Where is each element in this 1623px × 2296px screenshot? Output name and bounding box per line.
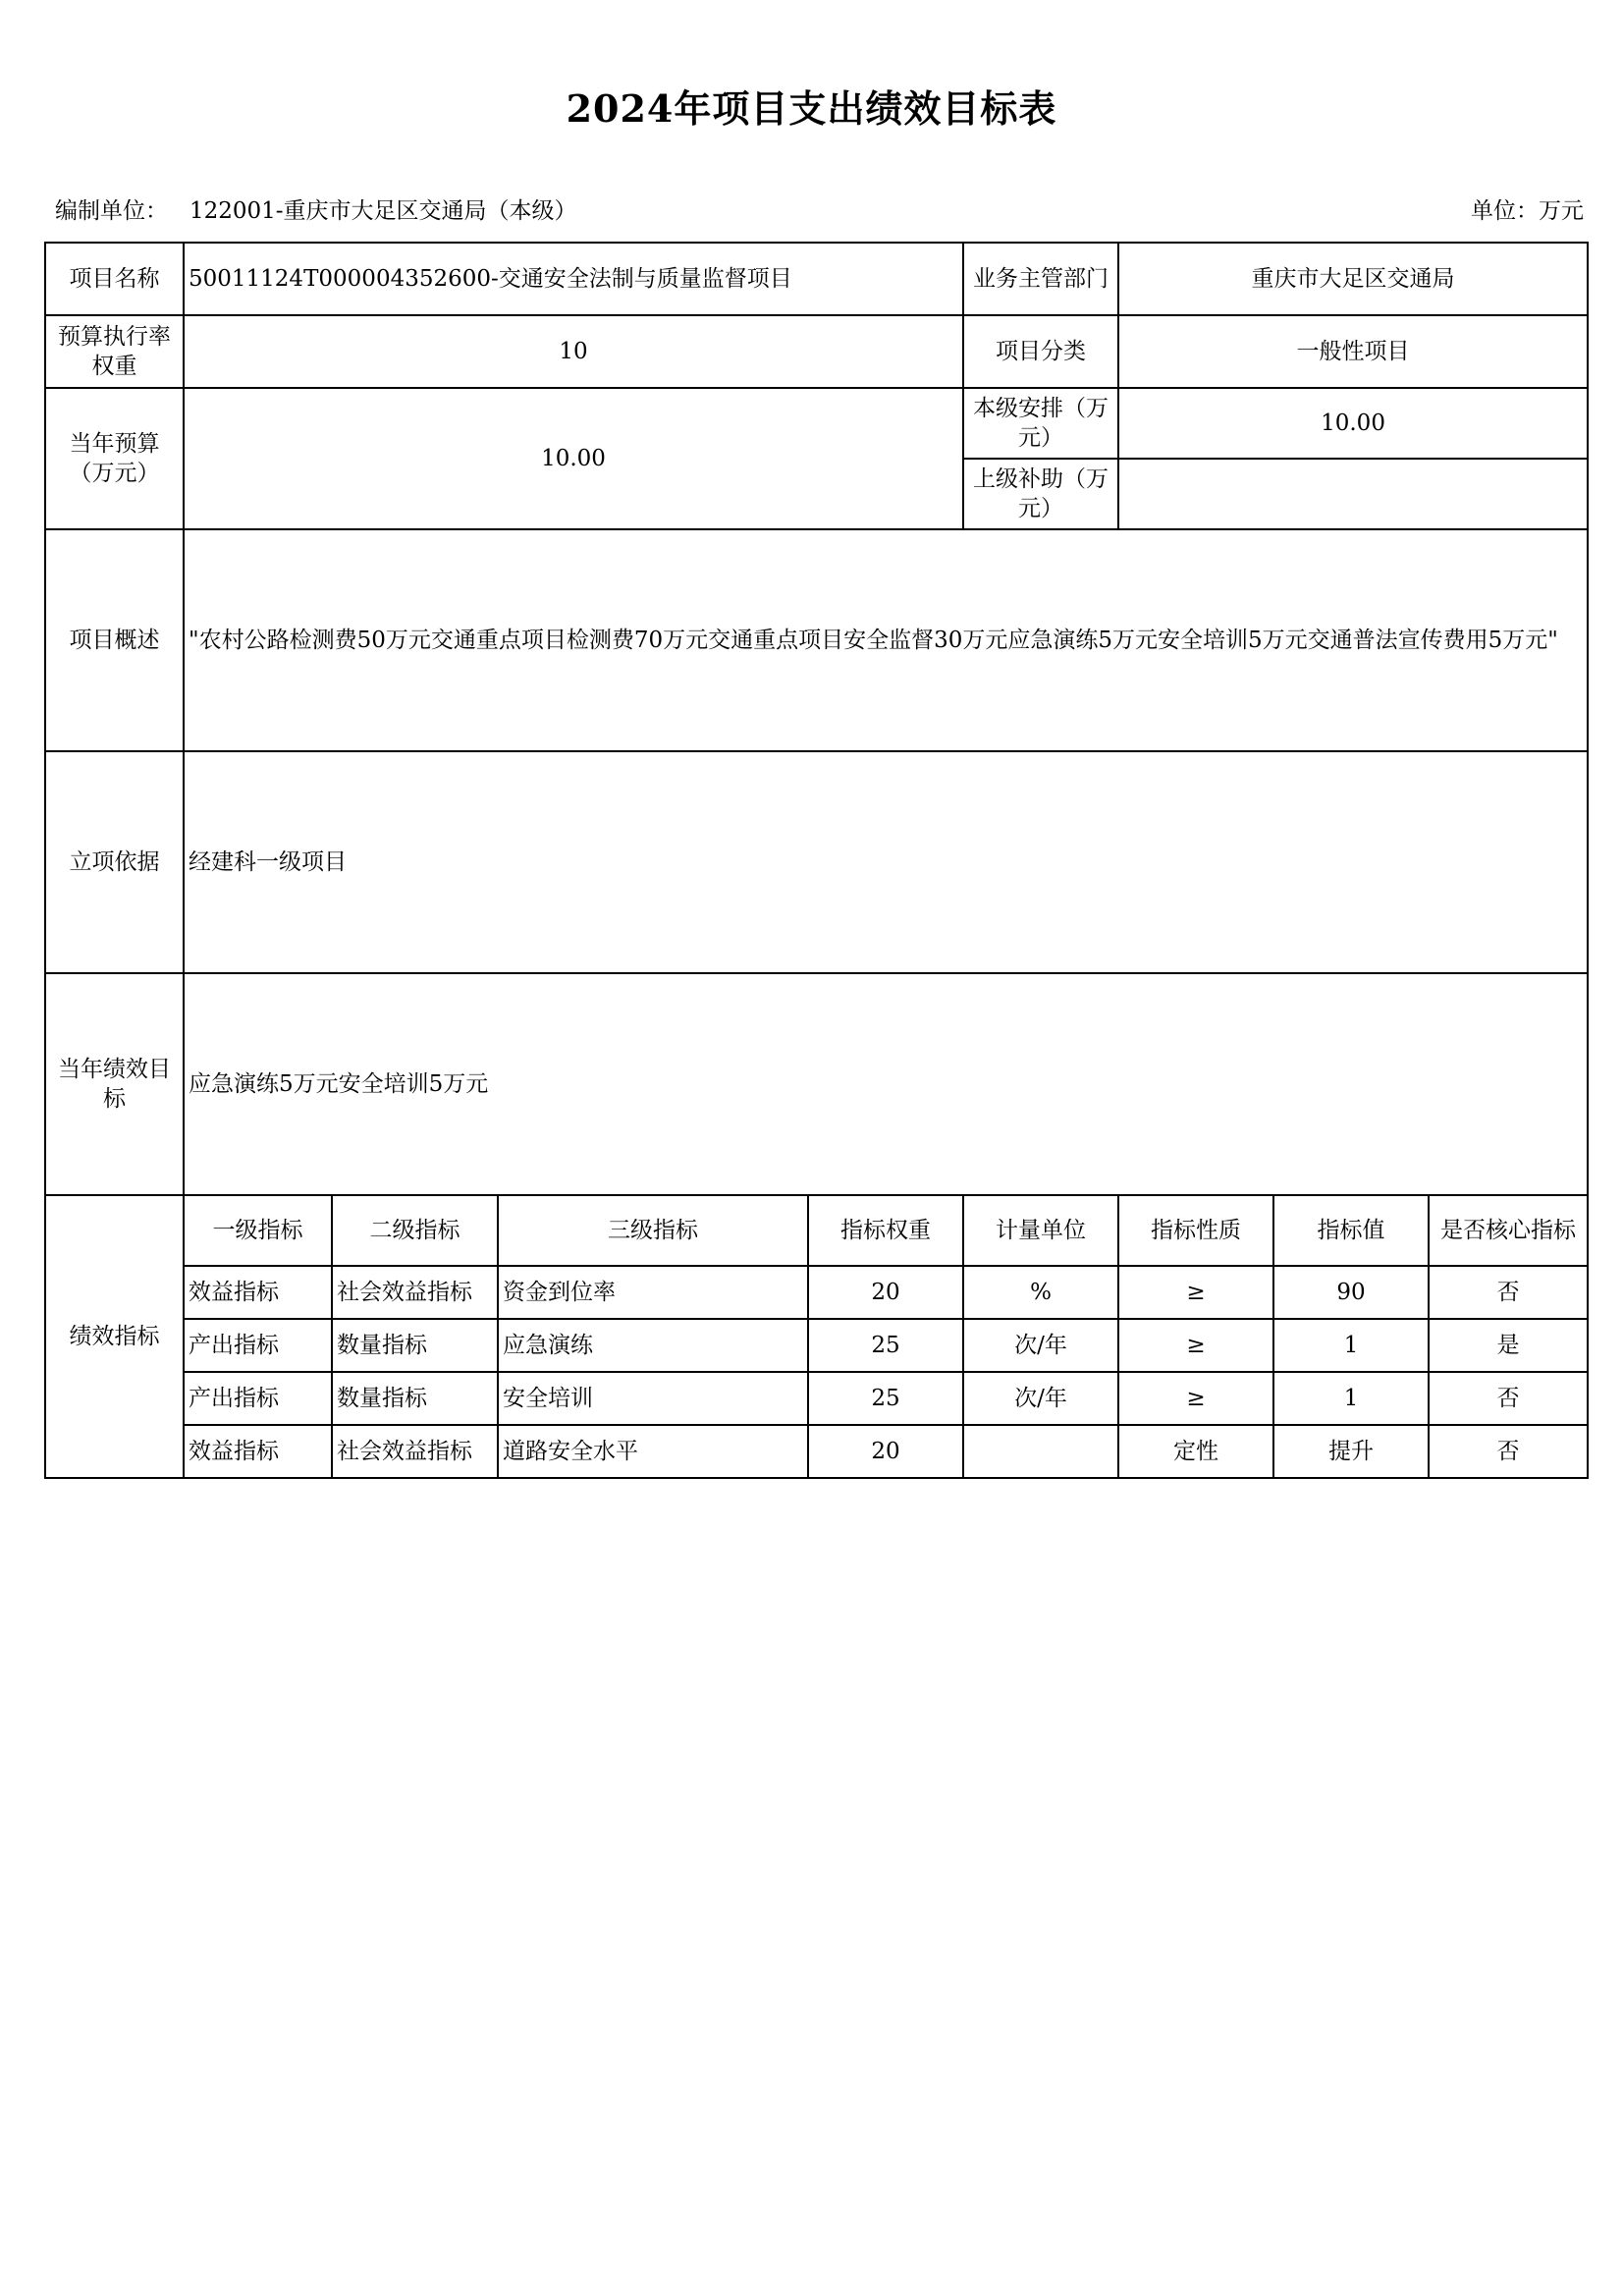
local-funds-label: 本级安排（万元） xyxy=(963,388,1118,459)
indicator-header: 指标值 xyxy=(1273,1195,1429,1266)
indicator-cell: 1 xyxy=(1273,1372,1429,1425)
indicator-header: 指标性质 xyxy=(1118,1195,1273,1266)
indicator-cell: 次/年 xyxy=(963,1319,1118,1372)
project-name-label: 项目名称 xyxy=(45,243,184,315)
project-name-value: 50011124T000004352600-交通安全法制与质量监督项目 xyxy=(184,243,963,315)
basis-label: 立项依据 xyxy=(45,751,184,973)
indicator-cell: 是 xyxy=(1429,1319,1588,1372)
exec-rate-value: 10 xyxy=(184,315,963,388)
indicator-cell: 数量指标 xyxy=(332,1319,498,1372)
indicator-cell: ≥ xyxy=(1118,1266,1273,1319)
goal-label: 当年绩效目标 xyxy=(45,973,184,1195)
indicator-cell: 否 xyxy=(1429,1425,1588,1478)
compiling-unit-label: 编制单位： xyxy=(55,198,168,224)
indicator-cell: ≥ xyxy=(1118,1319,1273,1372)
indicator-cell: 应急演练 xyxy=(498,1319,808,1372)
indicator-cell: 数量指标 xyxy=(332,1372,498,1425)
compiling-unit-value: 122001-重庆市大足区交通局（本级） xyxy=(189,198,577,224)
indicator-cell: 产出指标 xyxy=(184,1319,332,1372)
page-title: 2024年项目支出绩效目标表 xyxy=(566,86,1057,131)
dept-value: 重庆市大足区交通局 xyxy=(1118,243,1588,315)
indicators-label: 绩效指标 xyxy=(45,1195,184,1478)
exec-rate-label: 预算执行率权重 xyxy=(45,315,184,388)
dept-label: 业务主管部门 xyxy=(963,243,1118,315)
indicator-header: 二级指标 xyxy=(332,1195,498,1266)
indicator-cell: 20 xyxy=(808,1425,963,1478)
indicator-cell: 否 xyxy=(1429,1372,1588,1425)
indicator-cell: 资金到位率 xyxy=(498,1266,808,1319)
indicator-cell: 提升 xyxy=(1273,1425,1429,1478)
indicator-header: 一级指标 xyxy=(184,1195,332,1266)
indicator-cell: 定性 xyxy=(1118,1425,1273,1478)
indicator-cell: 效益指标 xyxy=(184,1425,332,1478)
indicator-cell: 产出指标 xyxy=(184,1372,332,1425)
overview-label: 项目概述 xyxy=(45,529,184,751)
indicator-header: 计量单位 xyxy=(963,1195,1118,1266)
basis-value: 经建科一级项目 xyxy=(184,751,1588,973)
indicator-cell: 否 xyxy=(1429,1266,1588,1319)
indicator-cell: % xyxy=(963,1266,1118,1319)
goal-value: 应急演练5万元安全培训5万元 xyxy=(184,973,1588,1195)
indicator-cell: ≥ xyxy=(1118,1372,1273,1425)
local-funds-value: 10.00 xyxy=(1118,388,1588,459)
compiling-unit xyxy=(55,192,577,225)
indicator-cell: 次/年 xyxy=(963,1372,1118,1425)
currency-unit: 单位：万元 xyxy=(1471,198,1584,224)
indicator-cell: 90 xyxy=(1273,1266,1429,1319)
indicator-cell: 道路安全水平 xyxy=(498,1425,808,1478)
performance-table xyxy=(44,242,1589,1479)
category-label: 项目分类 xyxy=(963,315,1118,388)
budget-label: 当年预算（万元） xyxy=(45,388,184,529)
subsidy-label: 上级补助（万元） xyxy=(963,459,1118,529)
indicator-row xyxy=(45,1319,1588,1372)
indicator-cell: 安全培训 xyxy=(498,1372,808,1425)
indicator-row xyxy=(45,1425,1588,1478)
indicator-header: 三级指标 xyxy=(498,1195,808,1266)
indicator-cell: 社会效益指标 xyxy=(332,1425,498,1478)
indicator-cell: 20 xyxy=(808,1266,963,1319)
subsidy-value xyxy=(1118,459,1588,529)
indicator-row xyxy=(45,1372,1588,1425)
category-value: 一般性项目 xyxy=(1118,315,1588,388)
indicator-cell xyxy=(963,1425,1118,1478)
indicator-cell: 25 xyxy=(808,1319,963,1372)
indicator-cell: 1 xyxy=(1273,1319,1429,1372)
indicator-cell: 社会效益指标 xyxy=(332,1266,498,1319)
indicator-header: 指标权重 xyxy=(808,1195,963,1266)
indicator-cell: 效益指标 xyxy=(184,1266,332,1319)
indicator-header: 是否核心指标 xyxy=(1429,1195,1588,1266)
indicator-row xyxy=(45,1266,1588,1319)
budget-value: 10.00 xyxy=(184,388,963,529)
indicator-cell: 25 xyxy=(808,1372,963,1425)
overview-value: "农村公路检测费50万元交通重点项目检测费70万元交通重点项目安全监督30万元应急演练5万元安全培训5万元交通普法宣传费用5万元" xyxy=(184,529,1588,751)
